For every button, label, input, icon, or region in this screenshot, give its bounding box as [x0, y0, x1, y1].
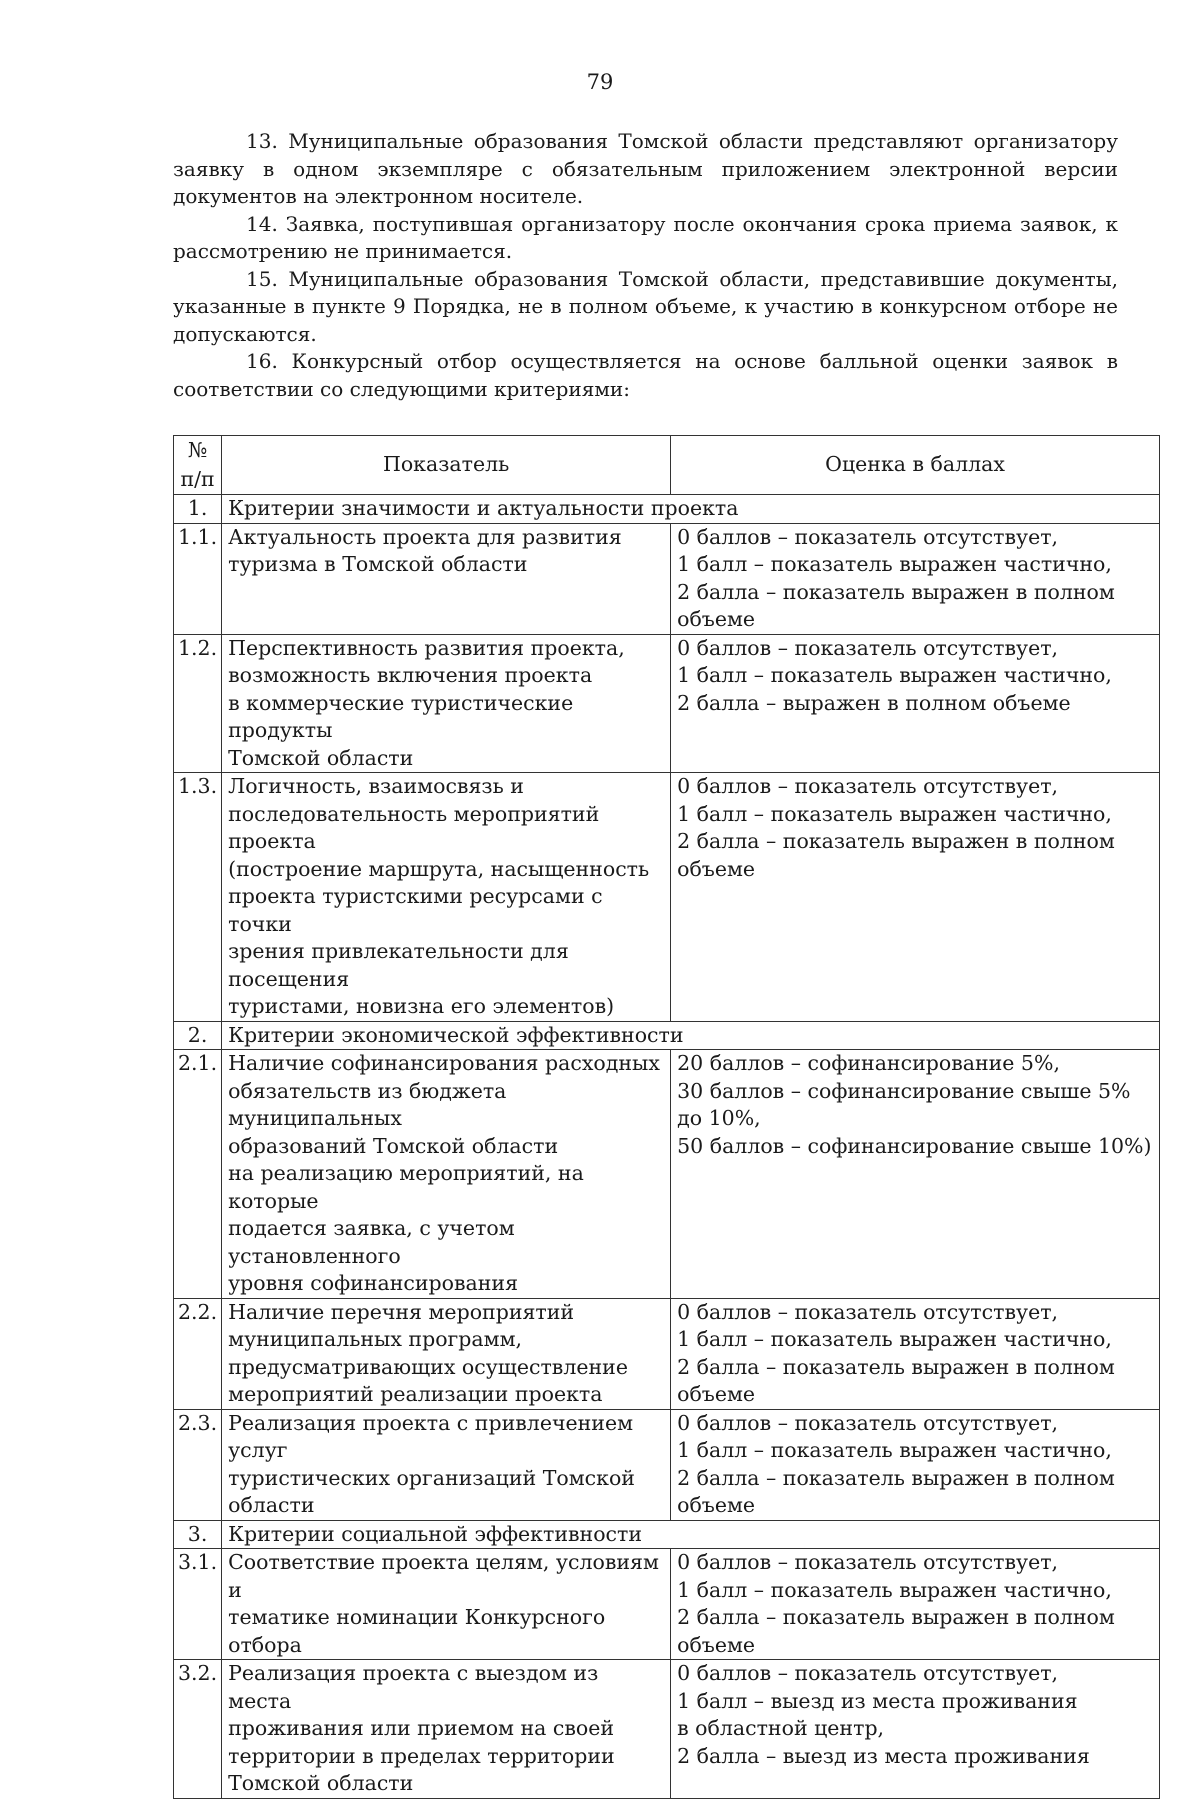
indicator-cell [222, 1409, 671, 1520]
table-section-row [174, 1520, 1160, 1549]
indicator-line: туристических организаций Томской [228, 1465, 635, 1490]
row-number: 1.2. [174, 634, 222, 773]
row-number: 3.1. [174, 1549, 222, 1660]
indicator-cell [222, 1660, 671, 1799]
table-section-row [174, 495, 1160, 524]
row-number: 1. [174, 495, 222, 524]
indicator-cell [222, 523, 671, 634]
score-cell [671, 1660, 1160, 1799]
page-number: 79 [586, 70, 614, 94]
score-line: 0 баллов – показатель отсутствует, [677, 774, 1059, 798]
row-number: 2. [174, 1021, 222, 1050]
paragraph-16: 16. Конкурсный отбор осуществляется на основе балльной оценки заявок в соответствии со следующими критериями: [173, 349, 1118, 401]
score-line: 2 балла – выезд из места проживания [677, 1743, 1090, 1768]
header-number [174, 436, 222, 495]
indicator-line: Логичность, взаимосвязь и [228, 774, 524, 798]
score-cell [671, 634, 1160, 773]
score-line: 1 балл – показатель выражен частично, [677, 1327, 1112, 1351]
indicator-line: возможность включения проекта [228, 663, 593, 687]
indicator-line: туризма в Томской области [228, 552, 528, 576]
score-line: объеме [677, 1382, 756, 1406]
indicator-line: Соответствие проекта целям, условиям и [228, 1550, 659, 1602]
indicator-line: Наличие софинансирования расходных [228, 1051, 660, 1075]
indicator-line: Реализация проекта с привлечением услуг [228, 1410, 634, 1462]
score-line: 0 баллов – показатель отсутствует, [677, 1550, 1059, 1574]
indicator-line: образований Томской области [228, 1133, 559, 1158]
section-title: Критерии экономической эффективности [222, 1021, 1160, 1050]
score-line: в областной центр, [677, 1716, 885, 1740]
indicator-line: Наличие перечня мероприятий [228, 1299, 575, 1324]
row-number: 3. [174, 1520, 222, 1549]
paragraph-13: 13. Муниципальные образования Томской области представляют организатору заявку в одном экземпляре с обязательным приложением электронной версии документов на электронном носителе. [173, 129, 1118, 208]
score-line: объеме [677, 1632, 756, 1657]
score-line: 0 баллов – показатель отсутствует, [677, 1299, 1059, 1324]
indicator-cell [222, 1050, 671, 1299]
indicator-line: Томской области [228, 1771, 414, 1795]
indicator-line: Перспективность развития проекта, [228, 635, 625, 660]
score-line: 2 балла – выражен в полном объеме [677, 690, 1071, 715]
body-text [173, 128, 1118, 403]
score-cell [671, 1409, 1160, 1520]
indicator-line: области [228, 1493, 315, 1517]
row-number: 1.3. [174, 773, 222, 1022]
score-line: 0 баллов – показатель отсутствует, [677, 635, 1059, 660]
score-cell [671, 1298, 1160, 1409]
row-number: 2.3. [174, 1409, 222, 1520]
indicator-line: зрения привлекательности для посещения [228, 939, 569, 991]
table-row [174, 1660, 1160, 1799]
score-line: 30 баллов – софинансирование свыше 5% [677, 1078, 1131, 1103]
indicator-line: предусматривающих осуществление [228, 1354, 628, 1379]
score-line: 2 балла – показатель выражен в полном [677, 579, 1115, 604]
score-line: 2 балла – показатель выражен в полном [677, 1605, 1115, 1629]
score-cell [671, 523, 1160, 634]
score-cell [671, 1050, 1160, 1299]
section-title: Критерии значимости и актуальности проекта [222, 495, 1160, 524]
criteria-table [173, 435, 1160, 1799]
score-line: 1 балл – выезд из места проживания [677, 1688, 1078, 1713]
section-title: Критерии социальной эффективности [222, 1520, 1160, 1549]
score-cell [671, 1549, 1160, 1660]
indicator-line: Реализация проекта с выездом из места [228, 1661, 599, 1713]
indicator-line: туристами, новизна его элементов) [228, 994, 615, 1018]
indicator-line: проживания или приемом на своей [228, 1716, 615, 1740]
indicator-line: проекта туристскими ресурсами с точки [228, 884, 603, 936]
indicator-line: территории в пределах территории [228, 1743, 615, 1768]
indicator-line: муниципальных программ, [228, 1327, 523, 1351]
score-line: 1 балл – показатель выражен частично, [677, 801, 1112, 826]
indicator-line: (построение маршрута, насыщенность [228, 856, 650, 881]
indicator-line: подается заявка, с учетом установленного [228, 1216, 515, 1268]
row-number: 1.1. [174, 523, 222, 634]
indicator-line: тематике номинации Конкурсного отбора [228, 1605, 606, 1657]
indicator-line: в коммерческие туристические продукты [228, 690, 574, 742]
table-section-row [174, 1021, 1160, 1050]
paragraph-14: 14. Заявка, поступившая организатору после окончания срока приема заявок, к рассмотрению не принимается. [173, 211, 1118, 263]
score-line: 1 балл – показатель выражен частично, [677, 552, 1112, 576]
header-score: Оценка в баллах [671, 436, 1160, 495]
indicator-cell [222, 1549, 671, 1660]
row-number: 3.2. [174, 1660, 222, 1799]
score-line: 1 балл – показатель выражен частично, [677, 663, 1112, 687]
indicator-line: Актуальность проекта для развития [228, 524, 622, 549]
header-number-symbol: № [187, 438, 208, 462]
indicator-line: обязательств из бюджета муниципальных [228, 1078, 507, 1130]
indicator-line: мероприятий реализации проекта [228, 1382, 603, 1406]
score-line: объеме [677, 607, 756, 631]
table-body [174, 495, 1160, 1799]
score-line: 2 балла – показатель выражен в полном [677, 829, 1115, 853]
indicator-line: последовательность мероприятий проекта [228, 801, 600, 853]
score-line: 2 балла – показатель выражен в полном [677, 1354, 1115, 1379]
table-row [174, 1050, 1160, 1299]
indicator-cell [222, 1298, 671, 1409]
score-line: до 10%, [677, 1106, 761, 1130]
table-row [174, 773, 1160, 1022]
indicator-cell [222, 773, 671, 1022]
score-line: 0 баллов – показатель отсутствует, [677, 524, 1059, 549]
table-header-row [174, 436, 1160, 495]
score-line: 20 баллов – софинансирование 5%, [677, 1051, 1060, 1075]
paragraph-15: 15. Муниципальные образования Томской области, представившие документы, указанные в пункте 9 Порядка, не в полном объеме, к участию в конкурсном отборе не допускаются. [173, 266, 1118, 346]
score-line: объеме [677, 1493, 756, 1517]
table-row [174, 1409, 1160, 1520]
row-number: 2.2. [174, 1298, 222, 1409]
score-line: 0 баллов – показатель отсутствует, [677, 1661, 1059, 1685]
table-row [174, 1549, 1160, 1660]
score-line: 50 баллов – софинансирование свыше 10%) [677, 1133, 1152, 1158]
score-cell [671, 773, 1160, 1022]
table-row [174, 634, 1160, 773]
indicator-line: Томской области [228, 745, 414, 770]
header-indicator: Показатель [222, 436, 671, 495]
header-number-abbr: п/п [180, 467, 215, 491]
score-line: 1 балл – показатель выражен частично, [677, 1577, 1112, 1602]
score-line: 2 балла – показатель выражен в полном [677, 1465, 1115, 1490]
table-row [174, 1298, 1160, 1409]
score-line: 1 балл – показатель выражен частично, [677, 1438, 1112, 1462]
indicator-line: уровня софинансирования [228, 1271, 519, 1295]
score-line: объеме [677, 856, 756, 881]
indicator-line: на реализацию мероприятий, на которые [228, 1161, 584, 1213]
indicator-cell [222, 634, 671, 773]
score-line: 0 баллов – показатель отсутствует, [677, 1410, 1059, 1435]
row-number: 2.1. [174, 1050, 222, 1299]
table-row [174, 523, 1160, 634]
